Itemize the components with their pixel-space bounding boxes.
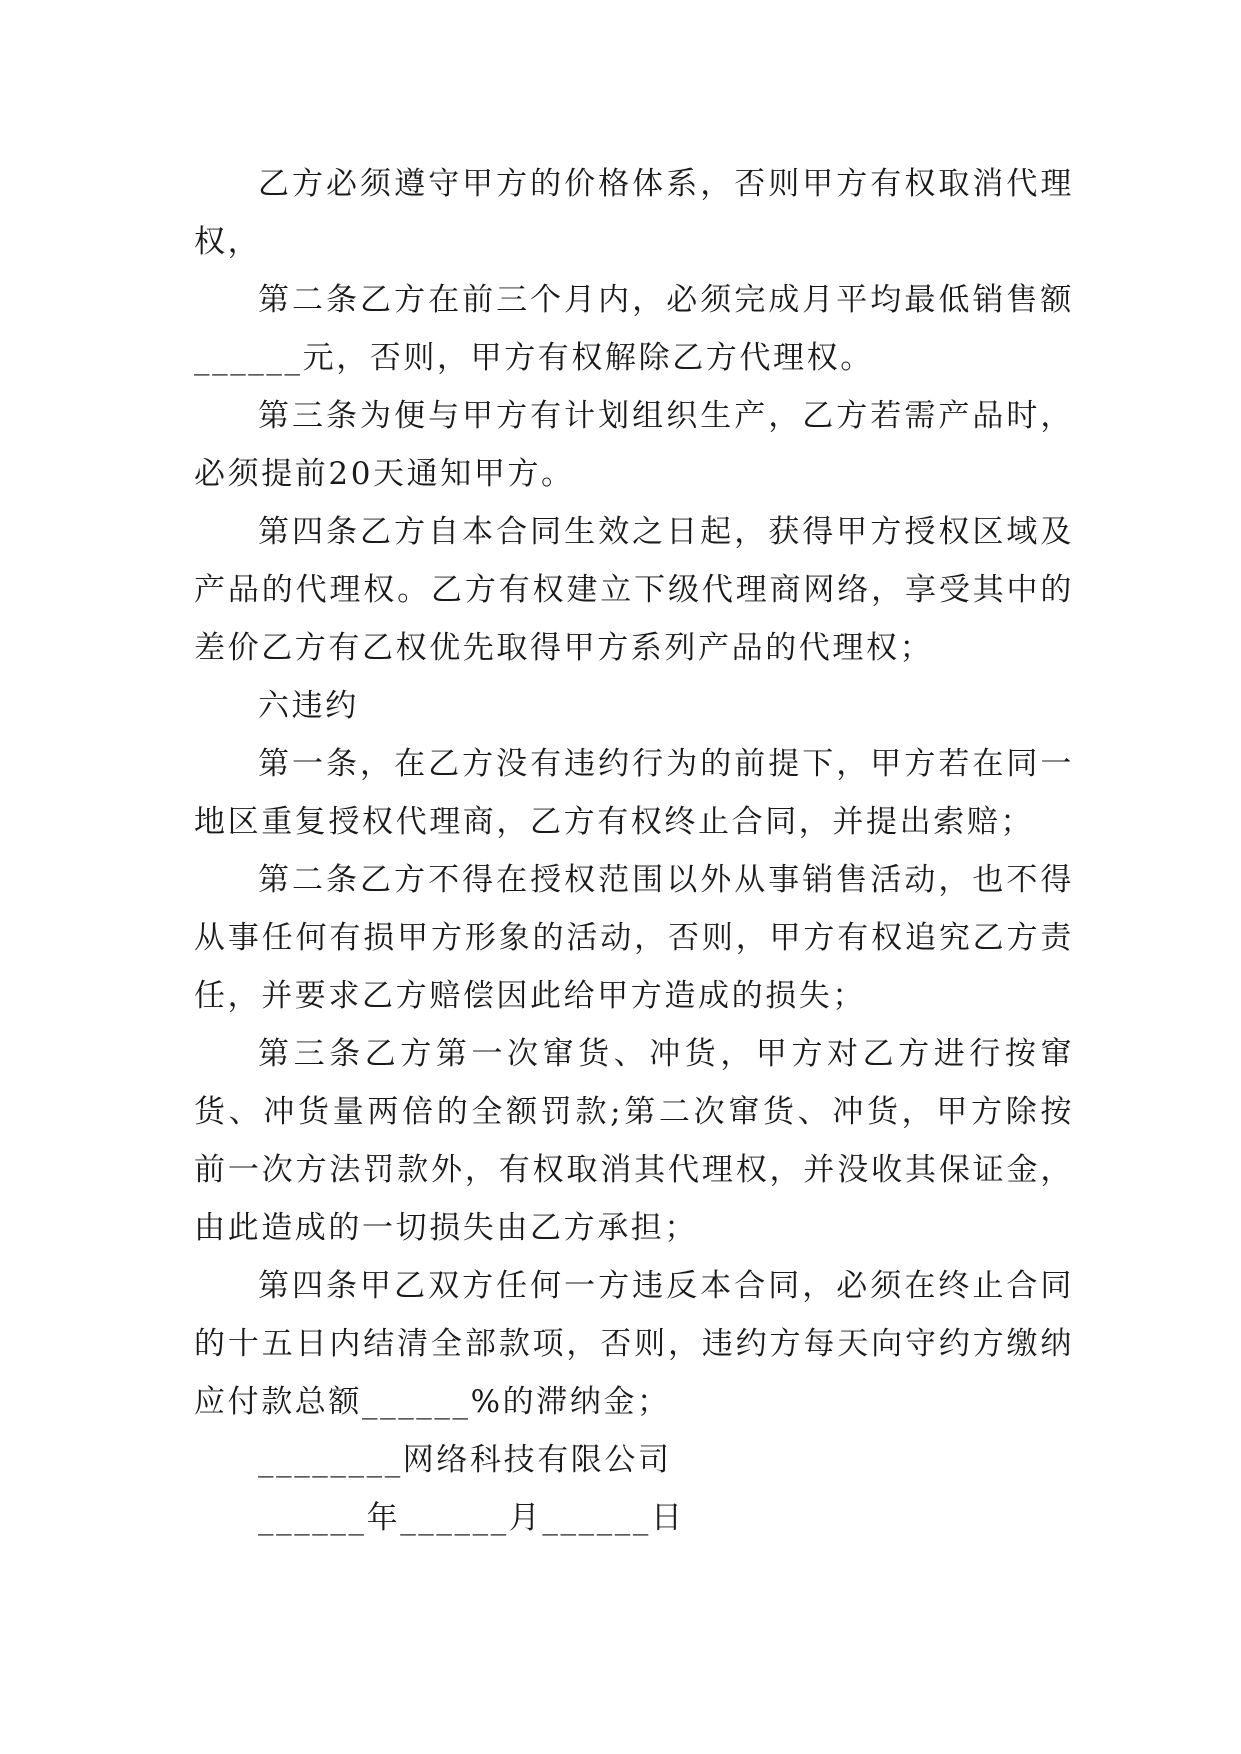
paragraph-article-3-notice: 第三条为便与甲方有计划组织生产，乙方若需产品时，必须提前20天通知甲方。 [194, 398, 1074, 492]
document-body [194, 155, 1074, 1547]
signature-date: ______年______月______日 [258, 1500, 685, 1536]
paragraph-breach-article-2: 第二条乙方不得在授权范围以外从事销售活动，也不得从事任何有损甲方形象的活动，否则，甲方有权追究乙方责任，并要求乙方赔偿因此给甲方造成的损失； [194, 862, 1074, 1014]
paragraph-breach-article-1: 第一条，在乙方没有违约行为的前提下，甲方若在同一地区重复授权代理商，乙方有权终止合同，并提出索赔； [194, 746, 1074, 840]
paragraph-article-4-rights: 第四条乙方自本合同生效之日起，获得甲方授权区域及产品的代理权。乙方有权建立下级代理商网络，享受其中的差价乙方有乙权优先取得甲方系列产品的代理权； [194, 514, 1074, 666]
signature-company: ________网络科技有限公司 [258, 1442, 672, 1478]
section-heading-breach: 六违约 [258, 688, 359, 724]
paragraph-breach-article-3: 第三条乙方第一次窜货、冲货，甲方对乙方进行按窜货、冲货量两倍的全额罚款;第二次窜货、冲货，甲方除按前一次方法罚款外，有权取消其代理权，并没收其保证金，由此造成的一切损失由乙方承担； [194, 1036, 1074, 1246]
paragraph-price-system: 乙方必须遵守甲方的价格体系，否则甲方有权取消代理权， [194, 166, 1074, 260]
paragraph-breach-article-4: 第四条甲乙双方任何一方违反本合同，必须在终止合同的十五日内结清全部款项，否则，违约方每天向守约方缴纳应付款总额______%的滞纳金； [194, 1268, 1074, 1420]
paragraph-article-2-sales: 第二条乙方在前三个月内，必须完成月平均最低销售额______元，否则，甲方有权解除乙方代理权。 [194, 282, 1074, 376]
